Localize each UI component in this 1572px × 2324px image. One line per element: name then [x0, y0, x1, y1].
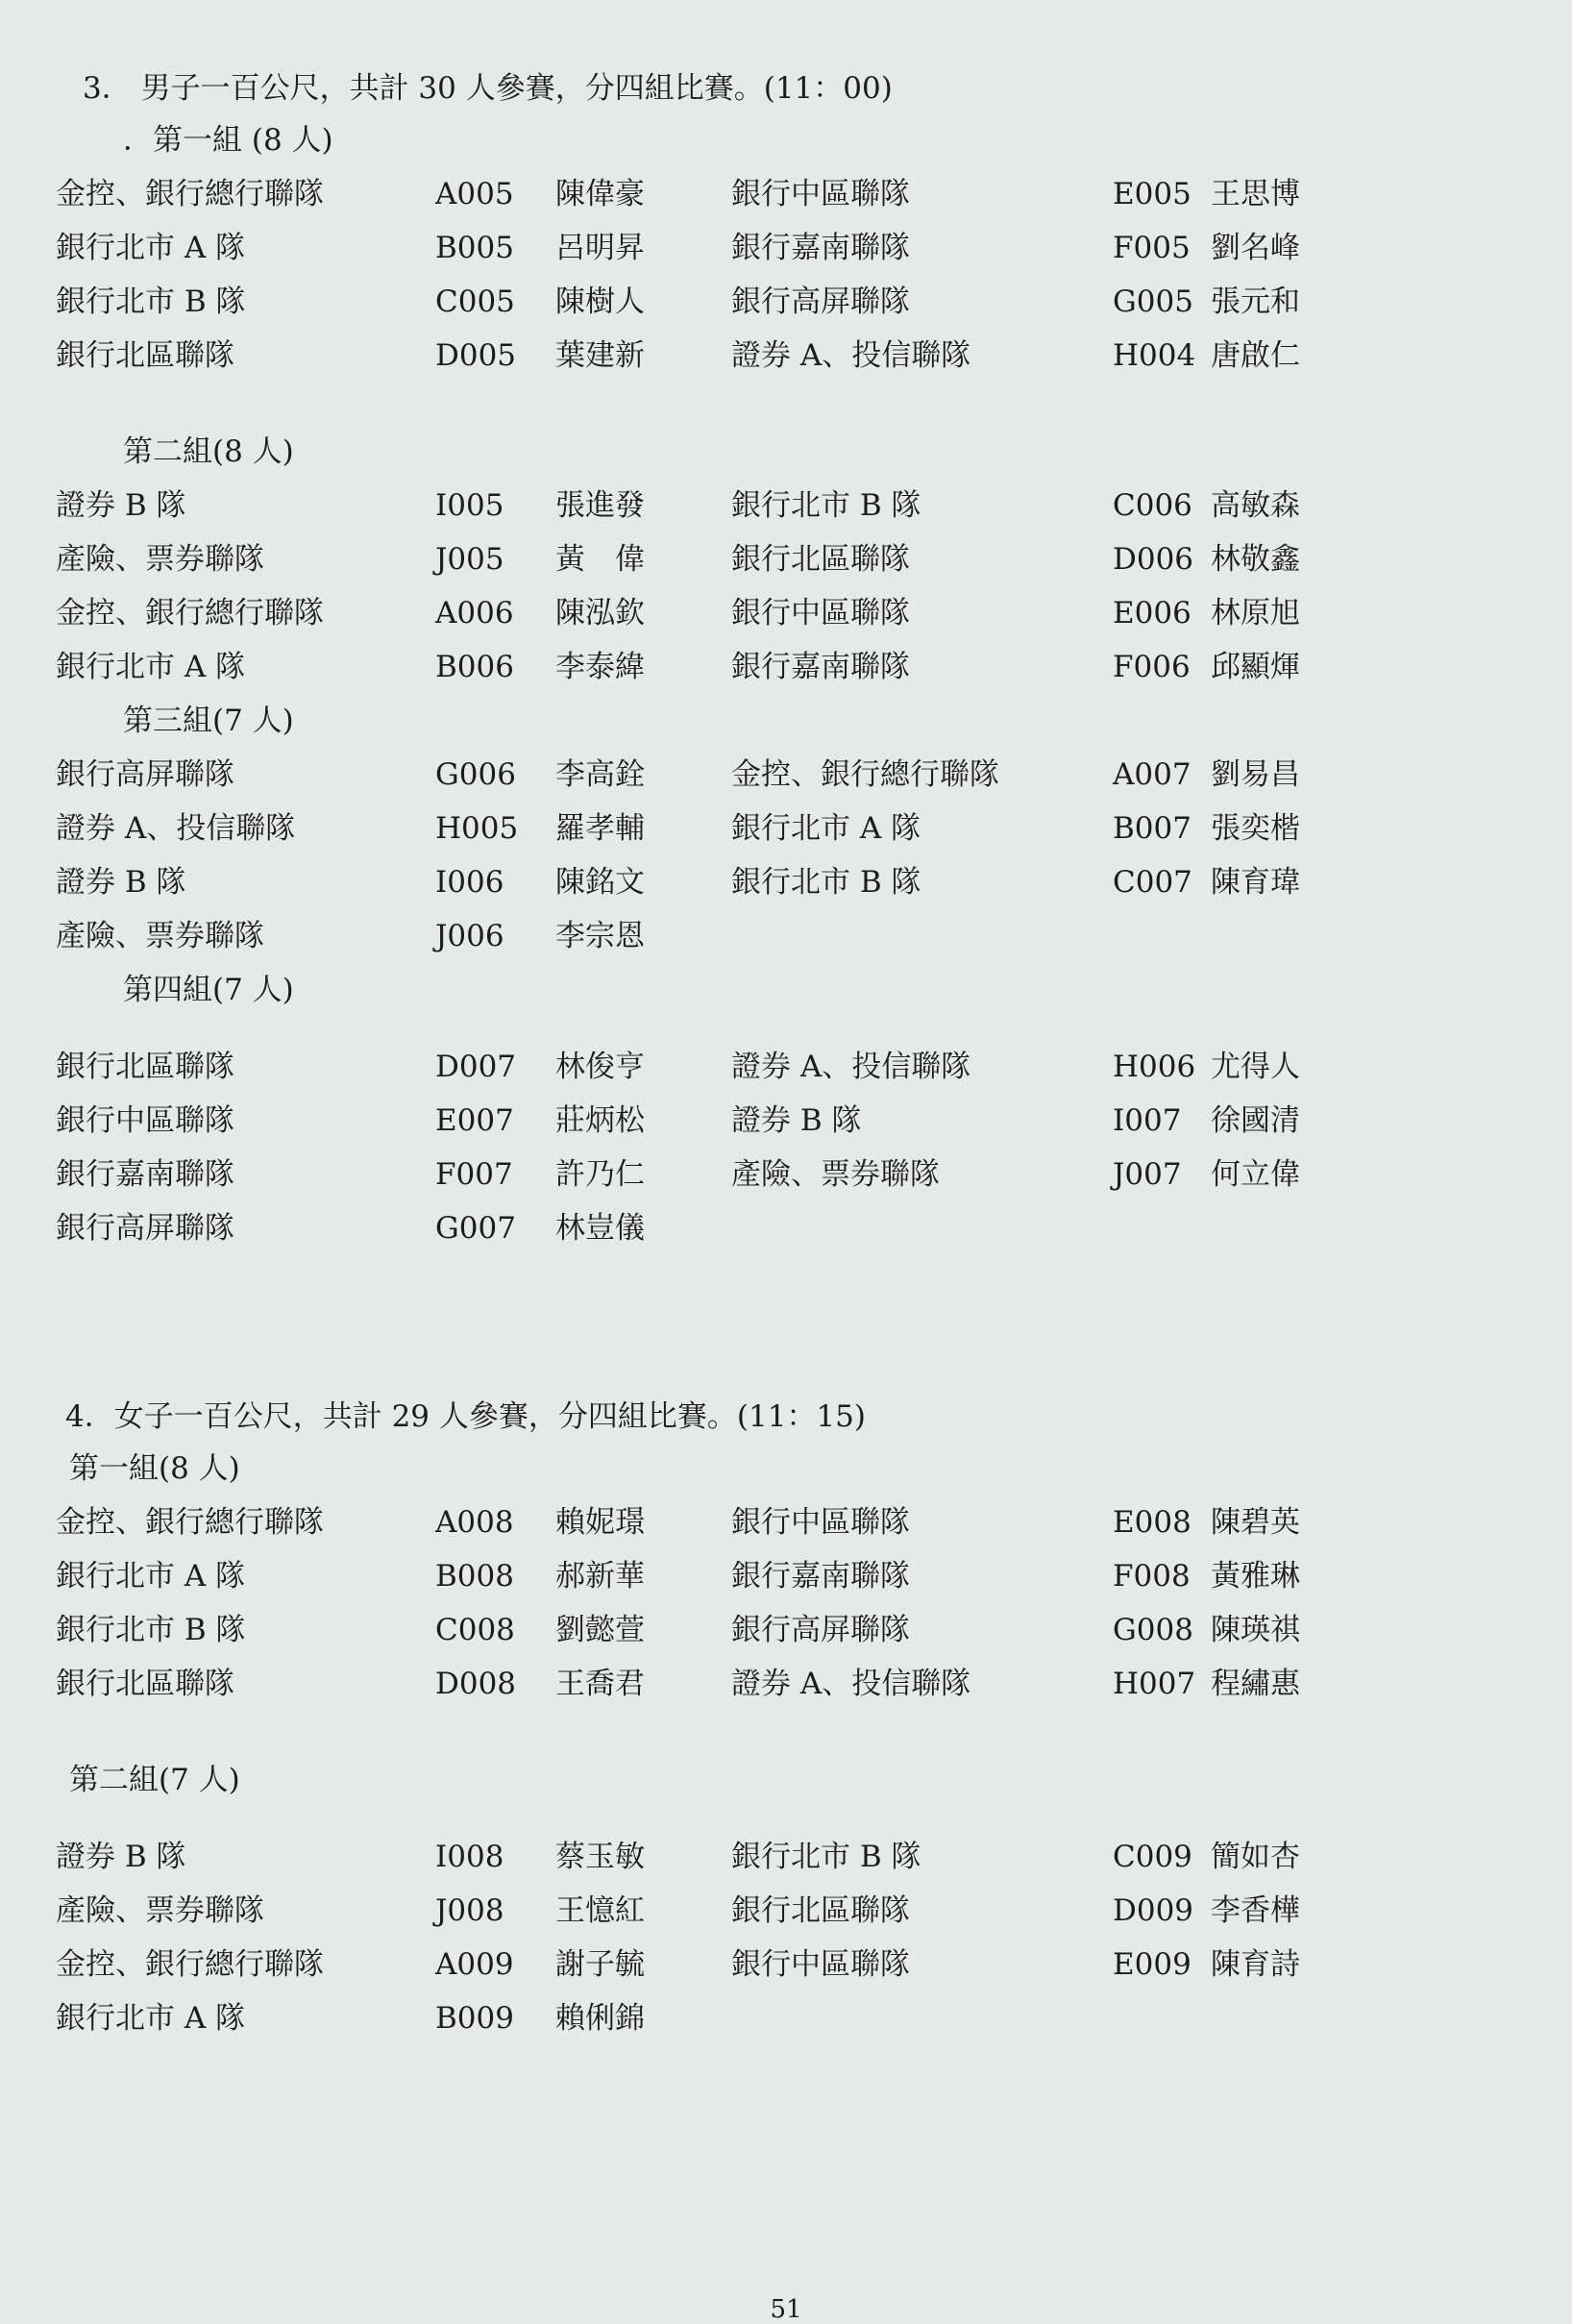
bib-cell: I008: [435, 1840, 504, 1874]
athlete-cell: 簡如杏: [1211, 1840, 1300, 1874]
section-heading: 4．女子一百公尺，共計 29 人參賽，分四組比賽。(11：15): [65, 1399, 866, 1434]
bib-cell: F006: [1113, 650, 1191, 684]
bib-cell: B006: [435, 650, 514, 684]
bib-cell: J008: [435, 1893, 504, 1928]
table-row: [56, 1040, 1526, 1094]
team-cell: 證券 B 隊: [56, 488, 186, 523]
athlete-cell: 林豈儀: [555, 1211, 645, 1246]
team-cell: 證券 A、投信聯隊: [731, 1050, 971, 1084]
athlete-cell: 程繡惠: [1211, 1667, 1300, 1701]
table-row: [56, 532, 1526, 586]
athlete-cell: 呂明昇: [555, 231, 645, 265]
group-title: 第三組(7 人): [123, 704, 294, 738]
athlete-cell: 陳瑛祺: [1211, 1613, 1300, 1647]
athlete-cell: 賴俐錦: [555, 2001, 645, 2036]
bib-cell: D007: [435, 1050, 517, 1084]
bib-cell: J007: [1113, 1157, 1182, 1192]
group-title: ．第一組 (8 人): [123, 123, 333, 158]
team-cell: 銀行高屏聯隊: [56, 1211, 234, 1246]
team-cell: 產險、票券聯隊: [56, 919, 264, 953]
team-cell: 銀行高屏聯隊: [731, 284, 910, 319]
team-cell: 銀行北市 B 隊: [731, 488, 921, 523]
team-cell: 銀行嘉南聯隊: [731, 650, 910, 684]
bib-cell: A005: [435, 177, 514, 211]
bib-cell: J006: [435, 919, 504, 953]
bib-cell: B005: [435, 231, 514, 265]
athlete-cell: 李高銓: [555, 757, 645, 792]
athlete-cell: 黃 偉: [555, 542, 645, 577]
page-number: 51: [770, 2295, 802, 2324]
athlete-cell: 王思博: [1211, 177, 1300, 211]
table-row: [56, 1657, 1526, 1711]
team-cell: 產險、票券聯隊: [56, 542, 264, 577]
athlete-cell: 林敬鑫: [1211, 542, 1300, 577]
bib-cell: D005: [435, 338, 517, 373]
table-row: [56, 748, 1526, 802]
athlete-cell: 謝子毓: [555, 1947, 645, 1982]
athlete-cell: 陳碧英: [1211, 1505, 1300, 1540]
athlete-cell: 張奕楷: [1211, 811, 1300, 846]
bib-cell: H005: [435, 811, 519, 846]
table-row: [56, 329, 1526, 383]
bib-cell: C005: [435, 284, 515, 319]
table-row: [56, 221, 1526, 275]
table-row: [56, 1549, 1526, 1603]
athlete-cell: 劉名峰: [1211, 231, 1300, 265]
team-cell: 產險、票券聯隊: [731, 1157, 940, 1192]
team-cell: 銀行北區聯隊: [56, 1050, 234, 1084]
bib-cell: E008: [1113, 1505, 1191, 1540]
team-cell: 銀行北區聯隊: [731, 1893, 910, 1928]
team-cell: 銀行中區聯隊: [731, 1947, 910, 1982]
table-row: [56, 802, 1526, 855]
athlete-cell: 張進發: [555, 488, 645, 523]
team-cell: 銀行北市 A 隊: [731, 811, 921, 846]
team-cell: 銀行嘉南聯隊: [56, 1157, 234, 1192]
bib-cell: D009: [1113, 1893, 1194, 1928]
bib-cell: A008: [435, 1505, 514, 1540]
team-cell: 銀行北市 B 隊: [56, 284, 246, 319]
table-row: [56, 855, 1526, 909]
table-row: [56, 1884, 1526, 1938]
bib-cell: G006: [435, 757, 516, 792]
athlete-cell: 劉易昌: [1211, 757, 1300, 792]
bib-cell: C009: [1113, 1840, 1192, 1874]
athlete-cell: 羅孝輔: [555, 811, 645, 846]
bib-cell: E009: [1113, 1947, 1191, 1982]
athlete-cell: 莊炳松: [555, 1103, 645, 1138]
athlete-cell: 葉建新: [555, 338, 645, 373]
table-row: [56, 909, 1526, 963]
table-row: [56, 1830, 1526, 1884]
athlete-cell: 蔡玉敏: [555, 1840, 645, 1874]
athlete-cell: 尤得人: [1211, 1050, 1300, 1084]
bib-cell: A007: [1113, 757, 1191, 792]
team-cell: 銀行北區聯隊: [56, 1667, 234, 1701]
athlete-cell: 張元和: [1211, 284, 1300, 319]
team-cell: 證券 A、投信聯隊: [731, 338, 971, 373]
team-cell: 銀行中區聯隊: [56, 1103, 234, 1138]
team-cell: 銀行北市 B 隊: [731, 865, 921, 900]
team-cell: 金控、銀行總行聯隊: [56, 1947, 324, 1982]
group-title: 第二組(7 人): [69, 1763, 240, 1797]
team-cell: 金控、銀行總行聯隊: [56, 1505, 324, 1540]
bib-cell: A006: [435, 596, 514, 630]
group-title: 第四組(7 人): [123, 973, 294, 1007]
bib-cell: I007: [1113, 1103, 1182, 1138]
bib-cell: E007: [435, 1103, 514, 1138]
table-row: [56, 1991, 1526, 2045]
team-cell: 銀行北市 A 隊: [56, 1559, 246, 1594]
team-cell: 銀行嘉南聯隊: [731, 231, 910, 265]
bib-cell: D006: [1113, 542, 1194, 577]
athlete-cell: 陳育詩: [1211, 1947, 1300, 1982]
bib-cell: F005: [1113, 231, 1191, 265]
team-cell: 銀行北區聯隊: [731, 542, 910, 577]
bib-cell: G007: [435, 1211, 516, 1246]
team-cell: 證券 A、投信聯隊: [56, 811, 296, 846]
section-women-100m: [56, 1392, 1526, 2045]
team-cell: 證券 B 隊: [56, 1840, 186, 1874]
athlete-cell: 高敏森: [1211, 488, 1300, 523]
team-cell: 銀行北市 A 隊: [56, 231, 246, 265]
athlete-cell: 郝新華: [555, 1559, 645, 1594]
bib-cell: C008: [435, 1613, 515, 1647]
athlete-cell: 徐國清: [1211, 1103, 1300, 1138]
athlete-cell: 林原旭: [1211, 596, 1300, 630]
athlete-cell: 李泰緯: [555, 650, 645, 684]
athlete-cell: 劉懿萱: [555, 1613, 645, 1647]
team-cell: 證券 B 隊: [56, 865, 186, 900]
team-cell: 產險、票券聯隊: [56, 1893, 264, 1928]
athlete-cell: 黃雅琳: [1211, 1559, 1300, 1594]
athlete-cell: 許乃仁: [555, 1157, 645, 1192]
table-row: [56, 1201, 1526, 1255]
bib-cell: F008: [1113, 1559, 1191, 1594]
team-cell: 證券 B 隊: [731, 1103, 862, 1138]
group-title: 第二組(8 人): [123, 434, 294, 469]
bib-cell: B008: [435, 1559, 514, 1594]
team-cell: 銀行高屏聯隊: [731, 1613, 910, 1647]
team-cell: 銀行嘉南聯隊: [731, 1559, 910, 1594]
athlete-cell: 李香樺: [1211, 1893, 1300, 1928]
athlete-cell: 陳泓欽: [555, 596, 645, 630]
athlete-cell: 唐啟仁: [1211, 338, 1300, 373]
bib-cell: E005: [1113, 177, 1191, 211]
team-cell: 銀行北市 B 隊: [731, 1840, 921, 1874]
bib-cell: C007: [1113, 865, 1192, 900]
team-cell: 銀行北區聯隊: [56, 338, 234, 373]
team-cell: 銀行中區聯隊: [731, 596, 910, 630]
athlete-cell: 王喬君: [555, 1667, 645, 1701]
team-cell: 銀行高屏聯隊: [56, 757, 234, 792]
team-cell: 銀行北市 A 隊: [56, 2001, 246, 2036]
athlete-cell: 邱顯煇: [1211, 650, 1300, 684]
bib-cell: I006: [435, 865, 504, 900]
section-heading: 3． 男子一百公尺，共計 30 人參賽，分四組比賽。(11：00): [83, 71, 893, 106]
table-row: [56, 1603, 1526, 1657]
bib-cell: C006: [1113, 488, 1192, 523]
bib-cell: A009: [435, 1947, 514, 1982]
athlete-cell: 陳育瑋: [1211, 865, 1300, 900]
team-cell: 銀行中區聯隊: [731, 1505, 910, 1540]
team-cell: 銀行北市 A 隊: [56, 650, 246, 684]
athlete-cell: 王憶紅: [555, 1893, 645, 1928]
bib-cell: H007: [1113, 1667, 1196, 1701]
table-row: [56, 1148, 1526, 1201]
table-row: [56, 167, 1526, 221]
team-cell: 金控、銀行總行聯隊: [731, 757, 999, 792]
team-cell: 金控、銀行總行聯隊: [56, 596, 324, 630]
bib-cell: J005: [435, 542, 504, 577]
bib-cell: B007: [1113, 811, 1191, 846]
table-row: [56, 640, 1526, 694]
bib-cell: B009: [435, 2001, 514, 2036]
team-cell: 銀行中區聯隊: [731, 177, 910, 211]
athlete-cell: 陳樹人: [555, 284, 645, 319]
athlete-cell: 陳銘文: [555, 865, 645, 900]
table-row: [56, 586, 1526, 640]
bib-cell: E006: [1113, 596, 1191, 630]
bib-cell: G008: [1113, 1613, 1193, 1647]
team-cell: 金控、銀行總行聯隊: [56, 177, 324, 211]
bib-cell: I005: [435, 488, 504, 523]
athlete-cell: 林俊亨: [555, 1050, 645, 1084]
bib-cell: F007: [435, 1157, 513, 1192]
athlete-cell: 賴妮璟: [555, 1505, 645, 1540]
athlete-cell: 何立偉: [1211, 1157, 1300, 1192]
bib-cell: H004: [1113, 338, 1196, 373]
team-cell: 證券 A、投信聯隊: [731, 1667, 971, 1701]
table-row: [56, 1094, 1526, 1148]
athlete-cell: 李宗恩: [555, 919, 645, 953]
table-row: [56, 479, 1526, 532]
bib-cell: D008: [435, 1667, 517, 1701]
table-row: [56, 1496, 1526, 1549]
bib-cell: H006: [1113, 1050, 1196, 1084]
team-cell: 銀行北市 B 隊: [56, 1613, 246, 1647]
bib-cell: G005: [1113, 284, 1193, 319]
section-men-100m: [56, 63, 1526, 1255]
group-title: 第一組(8 人): [69, 1451, 240, 1486]
table-row: [56, 1938, 1526, 1991]
athlete-cell: 陳偉豪: [555, 177, 645, 211]
table-row: [56, 275, 1526, 329]
